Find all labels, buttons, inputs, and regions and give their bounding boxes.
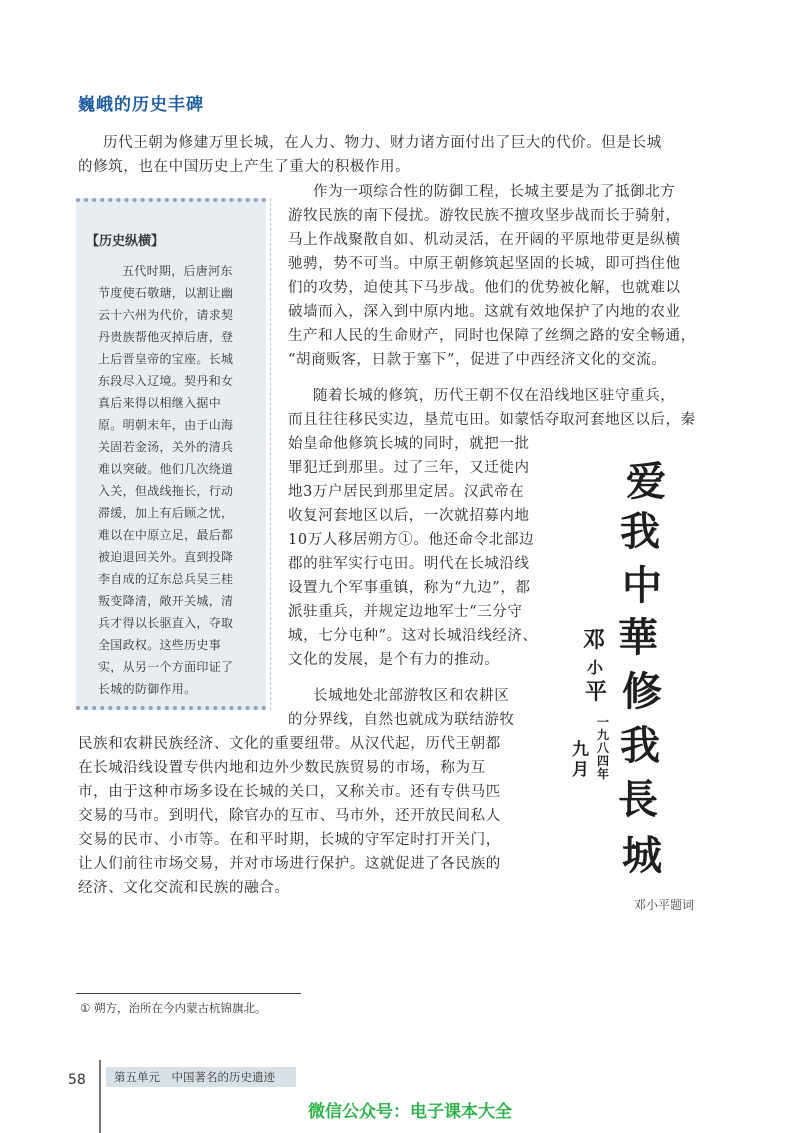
calligraphy-char: 我 (620, 722, 660, 769)
sidebar-line: 全国政权。这些历史事 (98, 638, 222, 652)
sidebar-line: 五代时期，后唐河东 (122, 264, 233, 278)
sidebar-title: 【历史纵横】 (86, 234, 165, 249)
footer-divider (99, 1060, 101, 1133)
section-title: 巍峨的历史丰碑 (78, 95, 204, 115)
sidebar-line: 上后晋皇帝的宝座。长城 (98, 352, 234, 366)
body-line: 作为一项综合性的防御工程，长城主要是为了抵御北方 (313, 184, 676, 200)
body-line: 们的攻势，迫使其下马步战。他们的优势被化解，也就难以 (288, 280, 681, 296)
sidebar-line: 叛变降清，敞开关城，清 (98, 594, 234, 608)
calligraphy-char: 爱 (626, 458, 666, 505)
footnote-divider (76, 993, 301, 994)
sidebar-line: 被迫退回关外。直到投降 (98, 550, 234, 564)
intro-line: 历代王朝为修建万里长城，在人力、物力、财力诸方面付出了巨大的代价。但是长城 (103, 135, 662, 151)
body-line: 的分界线，自然也就成为联结游牧 (288, 712, 515, 728)
sidebar-line: 东段尽入辽境。契丹和女 (98, 374, 234, 388)
footnote: ① 朔方，治所在今内蒙古杭锦旗北。 (80, 1001, 267, 1015)
date-text: 一九八四年 (597, 715, 610, 781)
body-line: 让人们前往市场交易，并对市场进行保护。这就促进了各民族的 (78, 856, 501, 872)
body-line: 在长城沿线设置专供内地和边外少数民族贸易的市场，称为互 (78, 760, 486, 776)
sidebar-line: 真后来得以相继入据中 (98, 396, 222, 410)
page-number: 58 (68, 1072, 86, 1088)
sidebar-line: 李自成的辽东总兵吴三桂 (98, 572, 234, 586)
intro-line: 的修筑，也在中国历史上产生了重大的积极作用。 (78, 159, 411, 175)
body-line: 长城地处北部游牧区和农耕区 (313, 688, 510, 704)
body-line: 地3万户居民到那里定居。汉武帝在 (288, 484, 525, 500)
signature-char: 小 (587, 658, 604, 677)
body-line: 10万人移居朔方①。他还命令北部边 (288, 532, 535, 548)
body-line: 游牧民族的南下侵扰。游牧民族不擅攻坚步战而长于骑射， (288, 208, 681, 224)
sidebar-line: 丹贵族帮他灭掉后唐，登 (98, 330, 234, 344)
body-line: 随着长城的修筑，历代王朝不仅在沿线地区驻守重兵， (313, 388, 676, 404)
sidebar-line: 节度使石敬瑭，以割让幽 (98, 286, 234, 300)
calligraphy-char: 修 (622, 668, 662, 715)
date-text: 九月 (572, 740, 589, 780)
sidebar-divider (270, 198, 272, 710)
body-line: 驰骋，势不可当。中原王朝修筑起坚固的长城，即可挡住他 (288, 256, 681, 272)
body-line: 文化的发展，是个有力的推动。 (288, 652, 500, 668)
calligraphy-caption: 邓小平题词 (634, 898, 695, 912)
body-line: 市，由于这种市场多设在长城的关口，又称关市。还有专供马匹 (78, 784, 501, 800)
body-line: 设置九个军事重镇，称为“九边”，都 (288, 580, 531, 596)
calligraphy-char: 城 (622, 832, 662, 879)
body-line: 派驻重兵，并规定边地军士“三分守 (288, 604, 523, 620)
sidebar-line: 原。明朝末年，由于山海 (98, 418, 234, 432)
calligraphy-char: 華 (618, 614, 658, 661)
watermark: 微信公众号：电子课本大全 (308, 1102, 512, 1122)
calligraphy-char: 中 (622, 562, 662, 609)
body-line: 而且往往移民实边，垦荒屯田。如蒙恬夺取河套地区以后，秦 (288, 412, 696, 428)
history-sidebar (76, 198, 266, 710)
body-line: 罪犯迁到那里。过了三年，又迁徙内 (288, 460, 530, 476)
body-line: 交易的民市、小市等。在和平时期，长城的守军定时打开关门， (78, 832, 501, 848)
sidebar-line: 云十六州为代价，请求契 (98, 308, 234, 322)
unit-label: 第五单元 中国著名的历史遗迹 (106, 1067, 296, 1087)
body-line: 始皇命他修筑长城的同时，就把一批 (288, 436, 530, 452)
body-line: 交易的马市。到明代，除官办的互市、马市外，还开放民间私人 (78, 808, 501, 824)
sidebar-line: 兵才得以长驱直入，夺取 (98, 616, 234, 630)
body-line: 民族和农耕民族经济、文化的重要纽带。从汉代起，历代王朝都 (78, 736, 501, 752)
sidebar-line: 难以突破。他们几次绕道 (98, 462, 234, 476)
body-line: 生产和人民的生命财产，同时也保障了丝绸之路的安全畅通， (288, 328, 696, 344)
sidebar-line: 关固若金汤，关外的清兵 (98, 440, 234, 454)
body-line: 郡的驻军实行屯田。明代在长城沿线 (288, 556, 530, 572)
body-line: “胡商贩客，日款于塞下”，促进了中西经济文化的交流。 (288, 352, 667, 368)
calligraphy-char: 長 (618, 776, 658, 823)
body-line: 城，七分屯种”。这对长城沿线经济、 (288, 628, 538, 644)
body-line: 经济、文化交流和民族的融合。 (78, 880, 290, 896)
signature-char: 平 (585, 679, 608, 705)
sidebar-line: 入关，但战线拖长，行动 (98, 484, 234, 498)
body-line: 收复河套地区以后，一次就招募内地 (288, 508, 530, 524)
sidebar-line: 实，从另一个方面印证了 (98, 660, 234, 674)
body-line: 马上作战聚散自如、机动灵活，在开阔的平原地带更是纵横 (288, 232, 681, 248)
body-line: 破墙而入，深入到中原内地。这就有效地保护了内地的农业 (288, 304, 681, 320)
calligraphy-char: 我 (620, 508, 660, 555)
signature-char: 邓 (583, 627, 606, 653)
sidebar-line: 难以在中原立足，最后都 (98, 528, 234, 542)
sidebar-line: 滞缓，加上有后顾之忧， (98, 506, 234, 520)
sidebar-line: 长城的防御作用。 (98, 682, 197, 696)
